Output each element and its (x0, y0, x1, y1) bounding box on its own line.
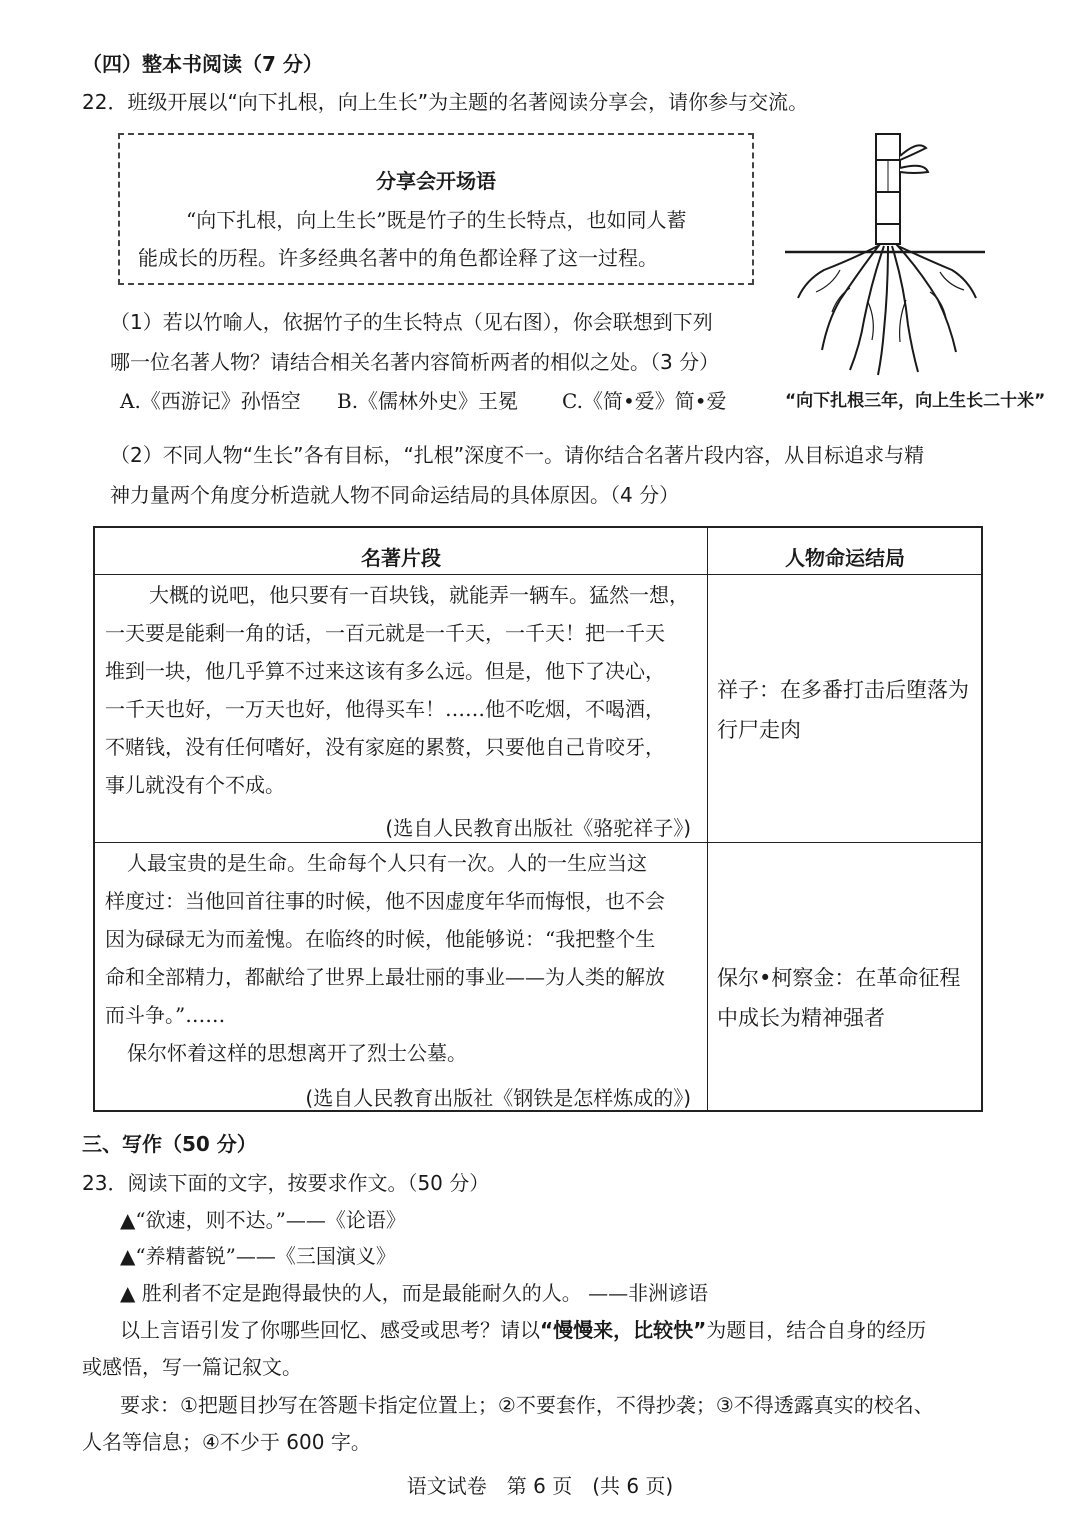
option-c: C.《简•爱》简•爱 (562, 389, 727, 413)
opening-remarks-box (118, 133, 754, 285)
fate-row-1: 祥子：在多番打击后堕落为 行尸走肉 (717, 678, 969, 742)
question-23-stem: 23．阅读下面的文字，按要求作文。（50 分） (82, 1171, 490, 1195)
sub-question-1-line-1: （1）若以竹喻人，依据竹子的生长特点（见右图），你会联想到下列 (110, 310, 713, 334)
table-header-fate: 人物命运结局 (785, 546, 905, 570)
figure-caption: “向下扎根三年，向上生长二十米” (785, 391, 1046, 411)
option-a: A.《西游记》孙悟空 (120, 389, 301, 413)
question-22-stem: 22．班级开展以“向下扎根，向上生长”为主题的名著阅读分享会，请你参与交流。 (82, 90, 809, 114)
requirements-line-2: 人名等信息；④不少于 600 字。 (82, 1430, 371, 1454)
option-b: B.《儒林外史》王冕 (337, 389, 519, 413)
sub-question-2-line-2: 神力量两个角度分析造就人物不同命运结局的具体原因。（4 分） (110, 483, 680, 507)
excerpt-row-1: 大概的说吧，他只要有一百块钱，就能弄一辆车。猛然一想， 一天要是能剩一角的话，一百元就是一千天，一千天！把一千天 堆到一块，他几乎算不过来这该有多么远。但是，他下了决心， 一千天也好，一万天也好，他得买车！……他不吃烟，不喝酒， 不赌钱，没有任何嗜好，没有家庭的累赘，只要他自己肯咬牙， 事儿就没有个不成。 (105, 583, 689, 797)
bamboo-illustration (780, 120, 990, 380)
quote-2: ▲“养精蓄锐”——《三国演义》 (120, 1244, 396, 1268)
essay-title: “慢慢来，比较快” (540, 1318, 707, 1342)
sub-question-1-line-2: 哪一位名著人物？请结合相关名著内容简析两者的相似之处。（3 分） (110, 350, 720, 374)
table-header-excerpt: 名著片段 (361, 546, 441, 570)
writing-prompt-line-1: 以上言语引发了你哪些回忆、感受或思考？请以“慢慢来，比较快”为题目，结合自身的经历 (120, 1318, 927, 1342)
section-heading-3: 三、写作（50 分） (82, 1132, 257, 1156)
requirements-line-1: 要求：①把题目抄写在答题卡指定位置上；②不要套作，不得抄袭；③不得透露真实的校名、 (120, 1393, 934, 1417)
opening-remarks-line-2: 能成长的历程。许多经典名著中的角色都诠释了这一过程。 (138, 246, 658, 270)
writing-prompt-line-2: 或感悟，写一篇记叙文。 (82, 1355, 302, 1379)
opening-remarks-line-1: “向下扎根，向上生长”既是竹子的生长特点，也如同人蓄 (186, 208, 687, 232)
page-footer: 语文试卷 第 6 页 (共 6 页) (406, 1474, 674, 1498)
excerpt-table (93, 526, 983, 1112)
excerpt-source-2: (选自人民教育出版社《钢铁是怎样炼成的》) (305, 1086, 691, 1110)
excerpt-source-1: (选自人民教育出版社《骆驼祥子》) (385, 816, 691, 840)
opening-remarks-title: 分享会开场语 (376, 169, 496, 193)
fate-row-2: 保尔•柯察金：在革命征程 中成长为精神强者 (717, 966, 961, 1030)
excerpt-row-2: 人最宝贵的是生命。生命每个人只有一次。人的一生应当这 样度过：当他回首往事的时候，他不因虚度年华而悔恨，也不会 因为碌碌无为而羞愧。在临终的时候，他能够说：“我把整个生 命和全部精力，都献给了世界上最壮丽的事业——为人类的解放 而斗争。”…… 保尔怀着这样的思想离开了烈士公墓。 (105, 851, 665, 1065)
section-heading-4: （四）整本书阅读（7 分） (82, 52, 323, 76)
quote-1: ▲“欲速，则不达。”——《论语》 (120, 1208, 406, 1232)
quote-3: ▲ 胜利者不定是跑得最快的人，而是最能耐久的人。 ——非洲谚语 (120, 1281, 709, 1305)
sub-question-2-line-1: （2）不同人物“生长”各有目标，“扎根”深度不一。请你结合名著片段内容，从目标追求与精 (110, 443, 925, 467)
